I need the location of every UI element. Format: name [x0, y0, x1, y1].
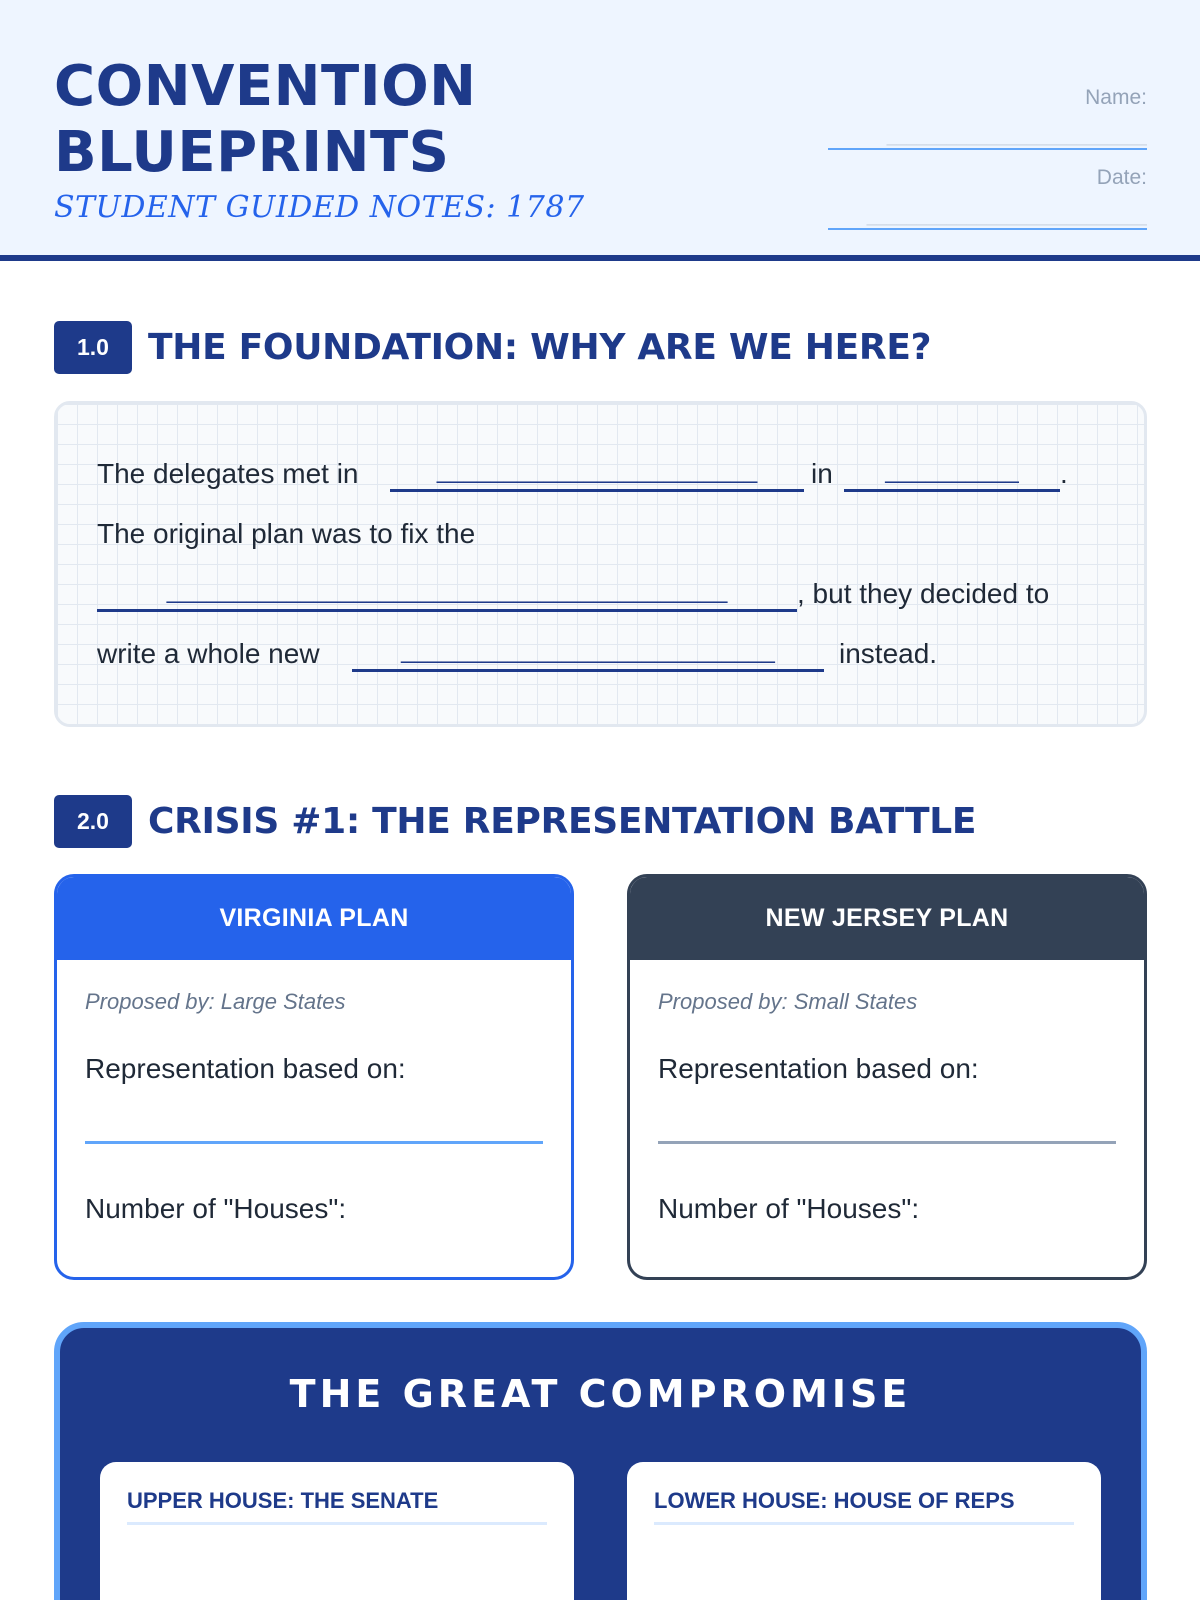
house-of-reps-card[interactable] [627, 1462, 1101, 1600]
text-in: in [811, 458, 833, 489]
section-1-heading [54, 320, 931, 374]
new-jersey-plan-header: NEW JERSEY PLAN [630, 877, 1144, 960]
virginia-plan-header: VIRGINIA PLAN [57, 877, 571, 960]
name-input-line[interactable]: __________________________ [828, 126, 1147, 150]
date-label: Date: [1096, 166, 1147, 189]
date-field [828, 162, 1147, 232]
senate-card[interactable] [100, 1462, 574, 1600]
page-header [0, 0, 1200, 261]
new-jersey-representation-answer-line[interactable] [658, 1141, 1116, 1144]
blank-original-document[interactable]: __________________________________________ [97, 574, 797, 612]
virginia-representation-answer-line[interactable] [85, 1141, 543, 1144]
title-line-2: BLUEPRINTS [54, 120, 450, 185]
text-write-new: write a whole new [97, 638, 320, 669]
date-input-line[interactable]: ____________________________ [828, 206, 1147, 230]
name-label: Name: [1085, 86, 1147, 109]
house-of-reps-title: LOWER HOUSE: HOUSE OF REPS [654, 1488, 1074, 1525]
section-1-badge: 1.0 [54, 321, 132, 374]
great-compromise-title: THE GREAT COMPROMISE [289, 1372, 912, 1416]
senate-title: UPPER HOUSE: THE SENATE [127, 1488, 547, 1525]
text-but-decided: , but they decided to [797, 578, 1050, 609]
name-field [828, 82, 1147, 152]
virginia-proposed-by: Proposed by: Large States [85, 989, 346, 1014]
title-line-1: CONVENTION [54, 54, 477, 119]
foundation-notes-box [54, 401, 1147, 727]
virginia-representation-label: Representation based on: [85, 1053, 406, 1084]
page-subtitle: STUDENT GUIDED NOTES: 1787 [54, 190, 585, 225]
new-jersey-representation-label: Representation based on: [658, 1053, 979, 1084]
new-jersey-proposed-by: Proposed by: Small States [658, 989, 918, 1014]
blank-meeting-city[interactable]: ________________________ [390, 454, 804, 492]
section-2-badge: 2.0 [54, 795, 132, 848]
new-jersey-houses-label: Number of "Houses": [658, 1193, 920, 1224]
virginia-plan-card [54, 874, 574, 1280]
section-1-title: THE FOUNDATION: WHY ARE WE HERE? [148, 326, 932, 368]
blank-meeting-year[interactable]: __________ [844, 454, 1060, 492]
text-period: . [1060, 458, 1068, 489]
section-2-heading [54, 794, 976, 848]
blank-new-document[interactable]: ____________________________ [352, 634, 824, 672]
text-original-plan: The original plan was to fix the [97, 518, 476, 549]
text-instead: instead. [839, 638, 938, 669]
new-jersey-plan-card [627, 874, 1147, 1280]
section-2-title: CRISIS #1: THE REPRESENTATION BATTLE [148, 800, 977, 842]
great-compromise-panel [54, 1322, 1147, 1600]
text-delegates-met: The delegates met in [97, 458, 359, 489]
virginia-houses-label: Number of "Houses": [85, 1193, 347, 1224]
page-title [54, 54, 614, 186]
